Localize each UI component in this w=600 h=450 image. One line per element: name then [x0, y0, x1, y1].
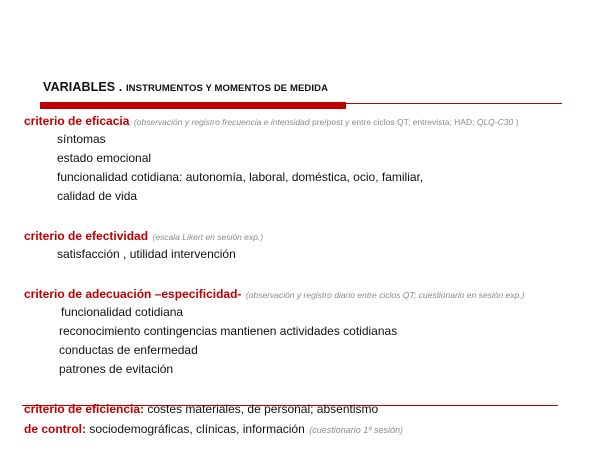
list-item: patrones de evitación	[59, 362, 174, 376]
criterion-eficacia	[24, 112, 518, 130]
criterion-adecuacion	[24, 285, 524, 303]
criterion-control-text: sociodemográficas, clínicas, información	[86, 422, 305, 436]
slide-title	[43, 80, 328, 94]
criterion-adecuacion-label: criterio de adecuación –especificidad-	[24, 287, 242, 301]
criterion-control-note: (cuestionario 1º sesión)	[309, 425, 404, 435]
list-item: calidad de vida	[57, 189, 138, 203]
criterion-eficacia-note: (observación y registro frecuencia e intensidad pre/post y entre ciclos QT; entrevista; HAD; QLQ-C30 )	[133, 117, 519, 127]
criterion-eficiencia-label: criterio de eficiencia:	[24, 402, 145, 416]
criterion-eficiencia	[24, 400, 378, 418]
criterion-eficacia-label: criterio de eficacia	[24, 114, 130, 128]
criterion-control-label: de control:	[24, 422, 86, 436]
list-item: conductas de enfermedad	[59, 343, 198, 357]
criterion-control	[24, 420, 403, 438]
title-main: VARIABLES .	[43, 80, 123, 94]
list-item: síntomas	[57, 132, 106, 146]
list-item: funcionalidad cotidiana	[61, 305, 184, 319]
list-item: estado emocional	[57, 151, 152, 165]
title-sub: INSTRUMENTOS Y MOMENTOS DE MEDIDA	[125, 83, 329, 94]
criterion-efectividad-note: (escala Likert en sesión exp.)	[152, 232, 264, 242]
list-item: reconocimiento contingencias mantienen actividades cotidianas	[59, 324, 398, 338]
title-accent-bar	[40, 102, 346, 109]
list-item: satisfacción , utilidad intervención	[57, 247, 236, 261]
criterion-efectividad	[24, 227, 263, 245]
criterion-efectividad-label: criterio de efectividad	[24, 229, 149, 243]
list-item: funcionalidad cotidiana: autonomía, laboral, doméstica, ocio, familiar,	[57, 170, 424, 184]
criterion-adecuacion-note: (observación y registro diario entre ciclos QT; cuestionario en sesión exp.)	[245, 290, 525, 300]
criterion-eficiencia-text: costes materiales, de personal; absentismo	[144, 402, 379, 416]
